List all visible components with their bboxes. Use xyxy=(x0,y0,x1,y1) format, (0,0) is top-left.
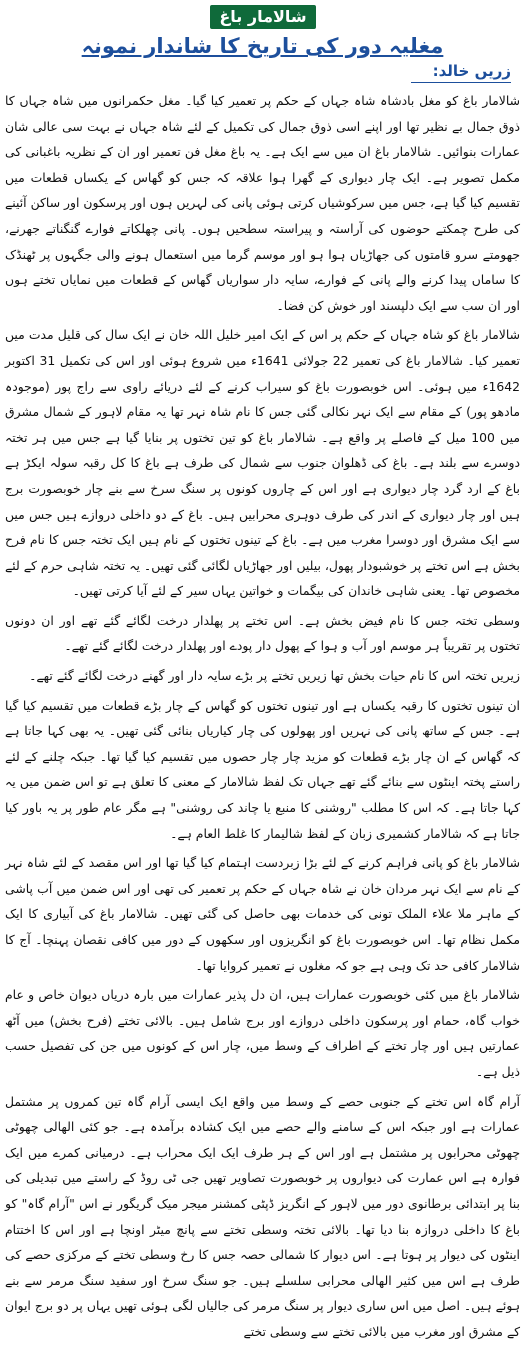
article-headline: مغلیہ دور کی تاریخ کا شاندار نمونہ xyxy=(81,34,444,58)
paragraph: شالامار باغ کو شاہ جہاں کے حکم پر اس کے ایک امیر خلیل اللہ خان نے ایک سال کی قلیل مدت میں تعمیر کیا۔ شالامار باغ کی تعمیر 22 جولائی 1641ء میں شروع ہوئی اور اس کی تکمیل 31 اکتوبر 1642ء میں ہوئی۔ اس خوبصورت باغ کو سیراب کرنے کے لئے دریائے راوی سے راج پور (موجودہ مادھو پور) کے مقام سے ایک نہر نکالی گئی جس کا نام شاہ نہر تھا یہ مقام لاہور کے شمال مشرق میں 100 میل کے فاصلے پر واقع ہے۔ شالامار باغ کو تین تختوں پر بنایا گیا ہے جس میں ہر تختہ دوسرے سے بلند ہے۔ باغ کی ڈھلوان جنوب سے شمال کی طرف ہے باغ کا کل رقبہ سولہ ایکڑ ہے باغ کے ارد گرد چار دیواری ہے اور اس کے چاروں کونوں پر سنگ سرخ سے بنے چار خوبصورت برج ہیں اور چار دیواری کے اندر کی طرف دوہری محرابیں ہیں۔ باغ کے دو داخلی دروازے ہیں جس میں سے ایک مشرق اور دوسرا مغرب میں ہے۔ باغ کے تینوں تختوں کے نام ہیں ایک تختہ جس کا نام فرح بخش ہے اس تختے پر خوشبودار پھول، بیلیں اور جھاڑیاں لگائی گئی تھیں۔ یہ تختہ شاہی حرم کے لئے مخصوص تھا۔ یعنی شاہی خاندان کی بیگمات و خواتین یہاں سیر کے لئے آیا کرتی تھیں۔ xyxy=(5,327,520,599)
article-body xyxy=(5,88,520,1339)
section-tag: شالامار باغ xyxy=(210,5,316,29)
paragraph: آرام گاہ اس تختے کے جنوبی حصے کے وسط میں واقع ایک ایسی آرام گاہ تین کمروں پر مشتمل عمارات ہے اور جبکہ اس کے سامنے والے حصے میں ایک کشادہ برآمدہ ہے۔ جو کئی الھالی چھوٹی چھوٹی محرابوں پر مشتمل ہے اور اس کے ہر طرف ایک ایک محراب ہے۔ درمیانی کمرے میں ایک فوارہ ہے اس عمارت کی دیواروں پر خوبصورت تصاویر تھیں جی ٹی روڈ کے راستے میں تبدیلی کی بنا پر ابتدائی برطانوی دور میں لاہور کے انگریز ڈپٹی کمشنر میجر میک گریگور نے اس "آرام گاہ" کو باغ کا داخلی دروازہ بنا دیا تھا۔ بالائی تختہ وسطی تختے سے پانچ میٹر اونچا ہے اور اس کا اختتام اینٹوں کی دیوار پر ہوتا ہے۔ اس دیوار کا شمالی حصہ جس کا رخ وسطی تختے کے مرکزی حصے کی طرف ہے اس میں کثیر الھالی محرابی سلسلے ہیں۔ جو سنگ سرخ اور سفید سنگ مرمر سے بنے ہوئے ہیں۔ اصل میں اس ساری دیوار پر سنگ مرمر کی جالیاں لگی ہوئی تھیں یہاں پر دو برج ایوان کے مشرق اور مغرب میں بالائی تختے سے وسطی تختے xyxy=(5,1093,520,1339)
paragraph: وسطی تختہ جس کا نام فیض بخش ہے۔ اس تختے پر پھلدار درخت لگائے گئے تھے اور ان دونوں تختوں پر تقریباً ہر موسم اور آب و ہوا کے پھول دار پودے اور پھلدار درخت لگائے گئے تھے۔ xyxy=(5,612,520,654)
paragraph: شالامار باغ کو پانی فراہم کرنے کے لئے بڑا زبردست اہتمام کیا گیا تھا اور اس مقصد کے لئے شاہ نہر کے نام سے ایک نہر مردان خان نے شاہ جہاں کے حکم پر تعمیر کی تھی اور اس ضمن میں آب پاشی کے ماہر ملا علاء الملک تونی کی خدمات بھی حاصل کی گئی تھیں۔ شالامار باغ کی آبیاری کا ایک مکمل نظام تھا۔ اس خوبصورت باغ کو انگریزوں اور سکھوں کے دور میں کافی نقصان پہنچا۔ آج کا شالامار کافی حد تک وہی ہے جو کہ مغلوں نے تعمیر کروایا تھا۔ xyxy=(5,855,520,973)
paragraph: زیریں تختہ اس کا نام حیات بخش تھا زیریں تختے پر بڑے سایہ دار اور گھنے درخت لگائے گئے تھے۔ xyxy=(29,668,520,684)
author-byline: زریں خالد: xyxy=(432,62,511,80)
byline-underline xyxy=(411,82,511,83)
paragraph: شالامار باغ کو مغل بادشاہ شاہ جہاں کے حکم پر تعمیر کیا گیا۔ مغل حکمرانوں میں شاہ جہاں کا ذوق جمال بے نظیر تھا اور اپنے اسی ذوق جمال کی تکمیل کے لئے شاہ جہاں نے بہت سی عالی شان عمارات بنوائیں۔ شالامار باغ ان میں سے ایک ہے۔ یہ باغ مغل فن تعمیر اور ان کے نظریہ باغبانی کی مکمل تصویر ہے۔ ایک چار دیواری کے گھرا ہوا علاقہ کہ جس کو گھاس کے یکساں قطعات میں تقسیم کیا گیا ہے، جس میں سرکوشیاں کرتی ہوئی پانی کی لہریں ہوں اور پرسکون اور ساکن آئینے کی طرح چمکتے حوضوں کی آراستہ و پیراستہ سطحیں ہوں۔ پانی چھلکاتے فوارے گنگناتے جھرنے، جھومتے سرو قامتوں کی جھاڑیاں ہوا ہو اور موسم گرما میں استعمال ہونے والی جگہوں پر ٹھنڈک کا ساماں پیدا کرنے والے پانی کے فوارے، سایہ دار سواریاں گھاس کے قطعات میں نمایاں تختے ہوں اور ان سب سے ایک دلپسند اور خوش کن فضا۔ xyxy=(5,93,520,313)
paragraph: شالامار باغ میں کئی خوبصورت عمارات ہیں، ان دل پذیر عمارات میں بارہ دریاں دیوان خاص و عام خواب گاہ، حمام اور پرسکون داخلی دروازے اور برج شامل ہیں۔ بالائی تختے (فرح بخش) میں آٹھ عمارتیں ہیں اور چار تختے کے اطراف کے وسط میں، چار اس کے کونوں میں جن کی تفصیل حسب ذیل ہے۔ xyxy=(5,987,520,1079)
paragraph: ان تینوں تختوں کا رقبہ یکساں ہے اور تینوں تختوں کو گھاس کے چار بڑے قطعات میں تقسیم کیا گیا ہے۔ جس کے ساتھ پانی کی نہریں اور پھولوں کی چار کیاریاں بنائی گئی تھیں۔ یہ بھی کہا جاتا ہے کہ گھاس کے ان چار بڑے قطعات کو مزید چار چار حصوں میں تقسیم کیا گیا تھا۔ جبکہ چلنے کے لئے راستے پختہ اینٹوں سے بنائے گئے تھے جہاں تک لفظ شالامار کے معنی کا تعلق ہے تو اس ضمن میں یہ کہا جاتا ہے۔ کہ اس کا مطلب "روشنی کا منبع یا چاند کی روشنی" ہے مگر عام طور پر یہ باور کیا جاتا ہے کہ شالامار کشمیری زبان کے لفظ شالیمار کا غلط العام ہے۔ xyxy=(5,697,520,841)
